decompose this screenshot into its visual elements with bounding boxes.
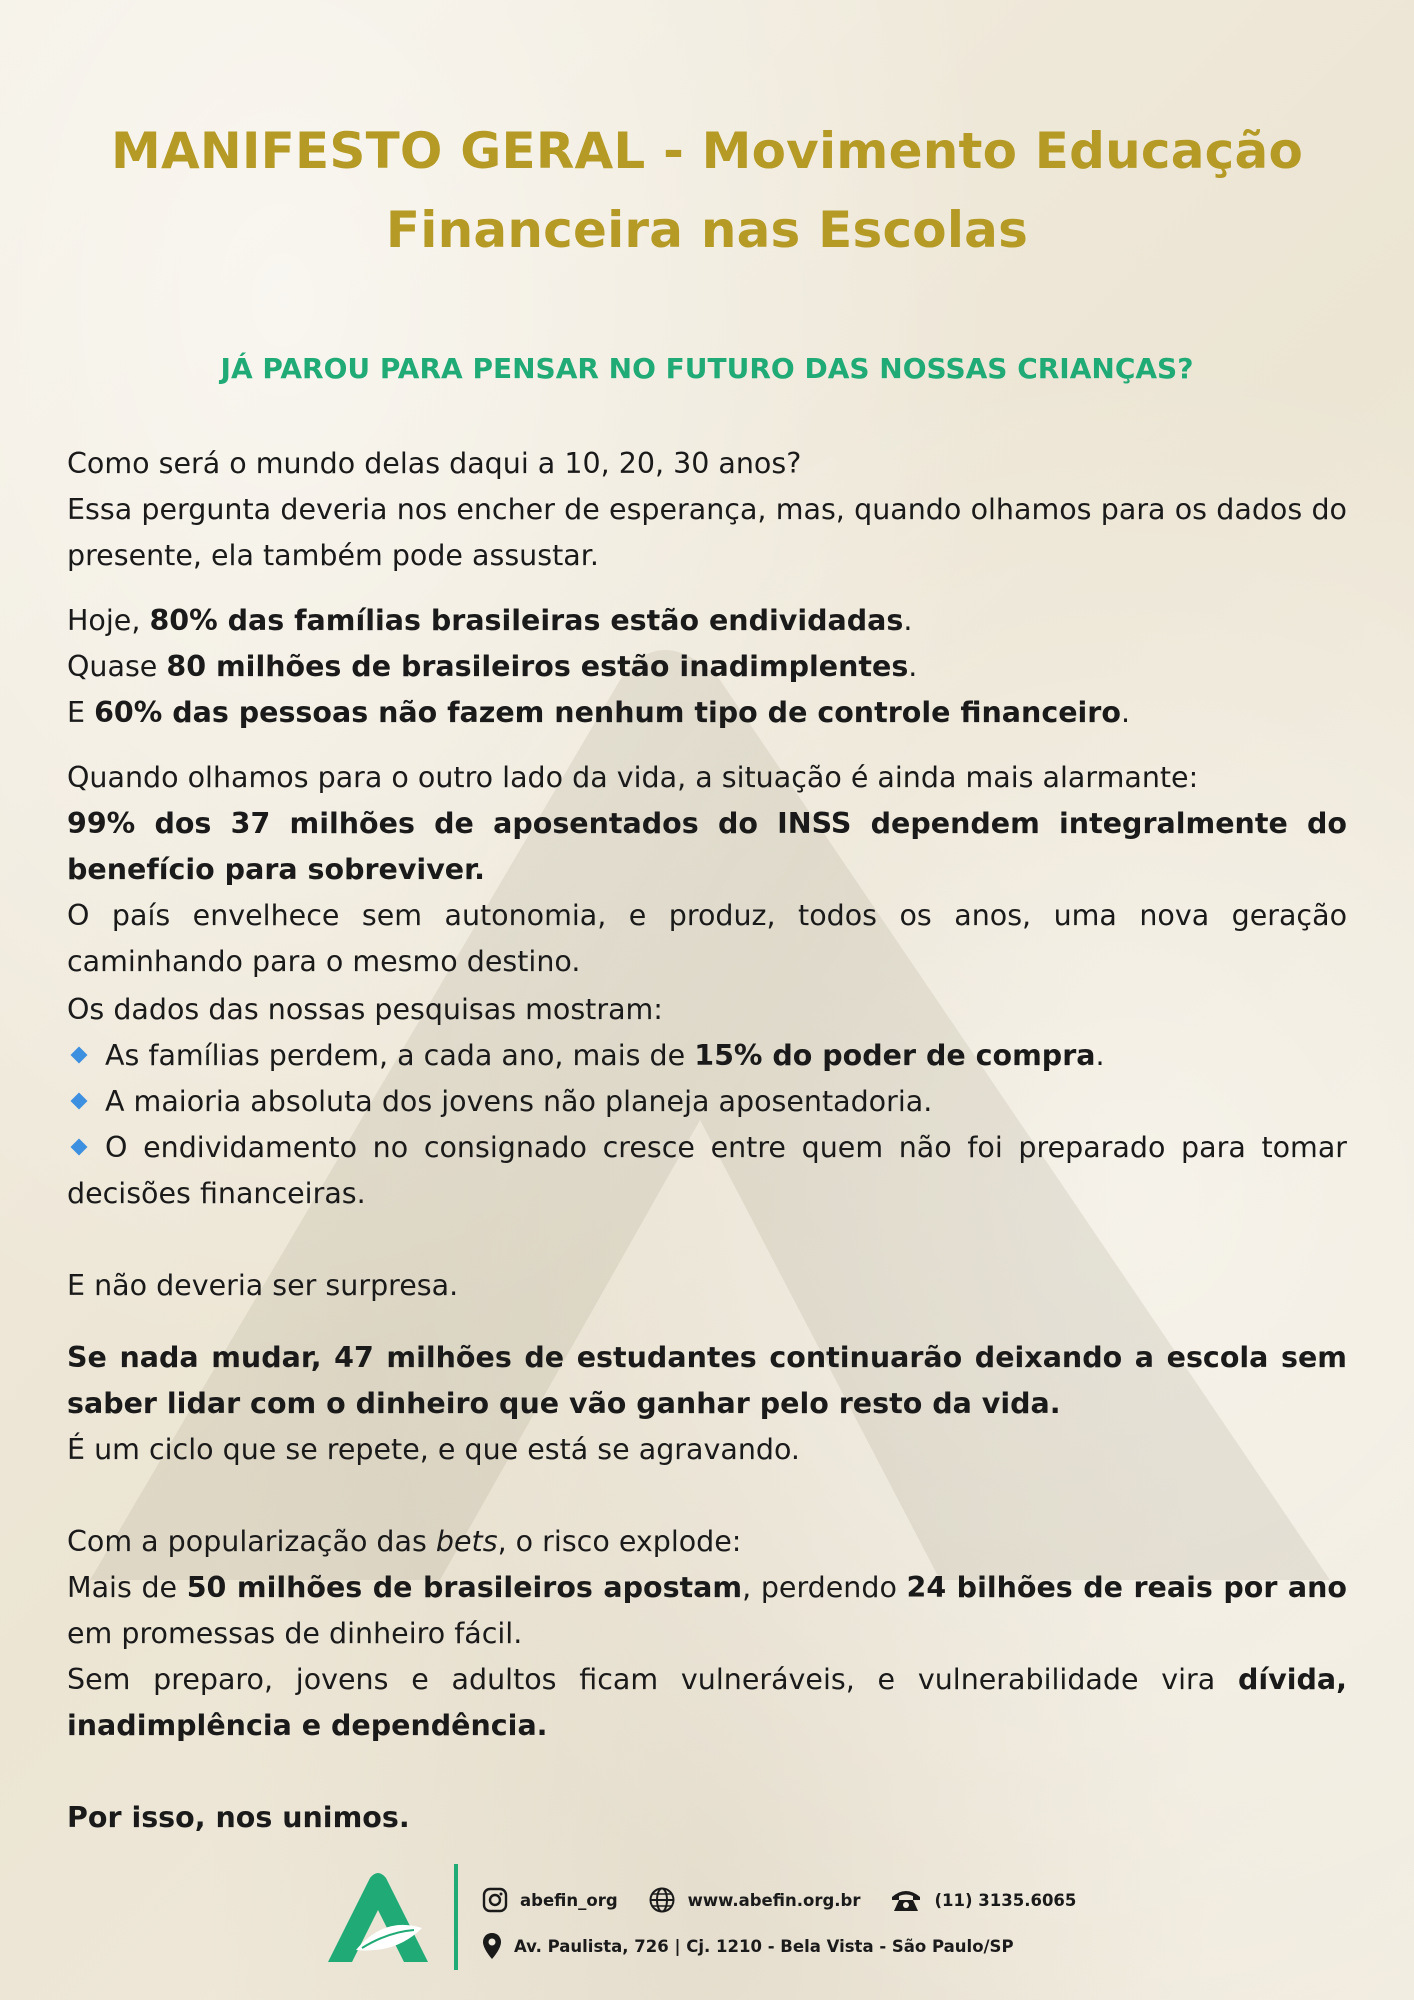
intro-paragraph: Essa pergunta deveria nos encher de esperança, mas, quando olhamos para os dados do presente, ela também pode assustar. [67, 493, 1347, 572]
research-intro: Os dados das nossas pesquisas mostram: [67, 993, 663, 1026]
phone-number: (11) 3135.6065 [934, 1890, 1077, 1910]
phone-contact[interactable] [890, 1887, 1076, 1913]
retirement-intro: Quando olhamos para o outro lado da vida, a situação é ainda mais alarmante: [67, 761, 1199, 794]
bets-stat: Mais de 50 milhões de brasileiros apostam, perdendo 24 bilhões de reais por ano em promessas de dinheiro fácil. [67, 1571, 1347, 1650]
bets-consequence: Sem preparo, jovens e adultos ficam vulneráveis, e vulnerabilidade vira dívida, inadimplência e dependência. [67, 1663, 1347, 1742]
footer-contacts [482, 1886, 1106, 1914]
cycle-line: É um ciclo que se repete, e que está se agravando. [67, 1433, 800, 1466]
location-pin-icon [482, 1932, 502, 1960]
intro-question: Como será o mundo delas daqui a 10, 20, 30 anos? [67, 447, 802, 480]
instagram-handle: abefin_org [520, 1890, 618, 1910]
footer-address [482, 1932, 1044, 1960]
stat-line-3: E 60% das pessoas não fazem nenhum tipo de controle financeiro. [67, 696, 1131, 729]
abefin-logo [326, 1872, 430, 1964]
list-item: As famílias perdem, a cada ano, mais de 15% do poder de compra. [67, 1033, 1347, 1079]
stat-line-1: Hoje, 80% das famílias brasileiras estão endividadas. [67, 604, 913, 637]
diamond-bullet-icon [71, 1139, 88, 1156]
instagram-icon [482, 1887, 508, 1913]
body-text [67, 441, 1347, 1841]
list-item: A maioria absoluta dos jovens não planeja aposentadoria. [67, 1079, 1347, 1125]
footer [326, 1864, 1126, 1974]
footer-divider [454, 1864, 458, 1970]
address-text: Av. Paulista, 726 | Cj. 1210 - Bela Vista - São Paulo/SP [514, 1936, 1014, 1956]
closing-line: Por isso, nos unimos. [67, 1801, 410, 1834]
students-stat: Se nada mudar, 47 milhões de estudantes continuarão deixando a escola sem saber lidar com o dinheiro que vão ganhar pelo resto da vida. [67, 1341, 1347, 1420]
list-item: O endividamento no consignado cresce entre quem não foi preparado para tomar decisões financeiras. [67, 1131, 1347, 1210]
retirement-stat: 99% dos 37 milhões de aposentados do INSS dependem integralmente do benefício para sobreviver. [67, 807, 1347, 886]
page-title: MANIFESTO GERAL - Movimento Educação Financeira nas Escolas [110, 122, 1303, 259]
bets-intro: Com a popularização das bets, o risco explode: [67, 1525, 742, 1558]
stat-line-2: Quase 80 milhões de brasileiros estão inadimplentes. [67, 650, 918, 683]
globe-icon [648, 1886, 676, 1914]
phone-icon [890, 1887, 922, 1913]
website-url: www.abefin.org.br [687, 1890, 861, 1910]
surprise-line: E não deveria ser surpresa. [67, 1269, 459, 1302]
instagram-contact[interactable] [482, 1887, 618, 1913]
retirement-paragraph: O país envelhece sem autonomia, e produz, todos os anos, uma nova geração caminhando para o mesmo destino. [67, 899, 1347, 978]
diamond-bullet-icon [71, 1047, 88, 1064]
document [67, 0, 1347, 1841]
subtitle: JÁ PAROU PARA PENSAR NO FUTURO DAS NOSSAS CRIANÇAS? [220, 352, 1194, 385]
diamond-bullet-icon [71, 1093, 88, 1110]
website-link[interactable] [648, 1886, 861, 1914]
